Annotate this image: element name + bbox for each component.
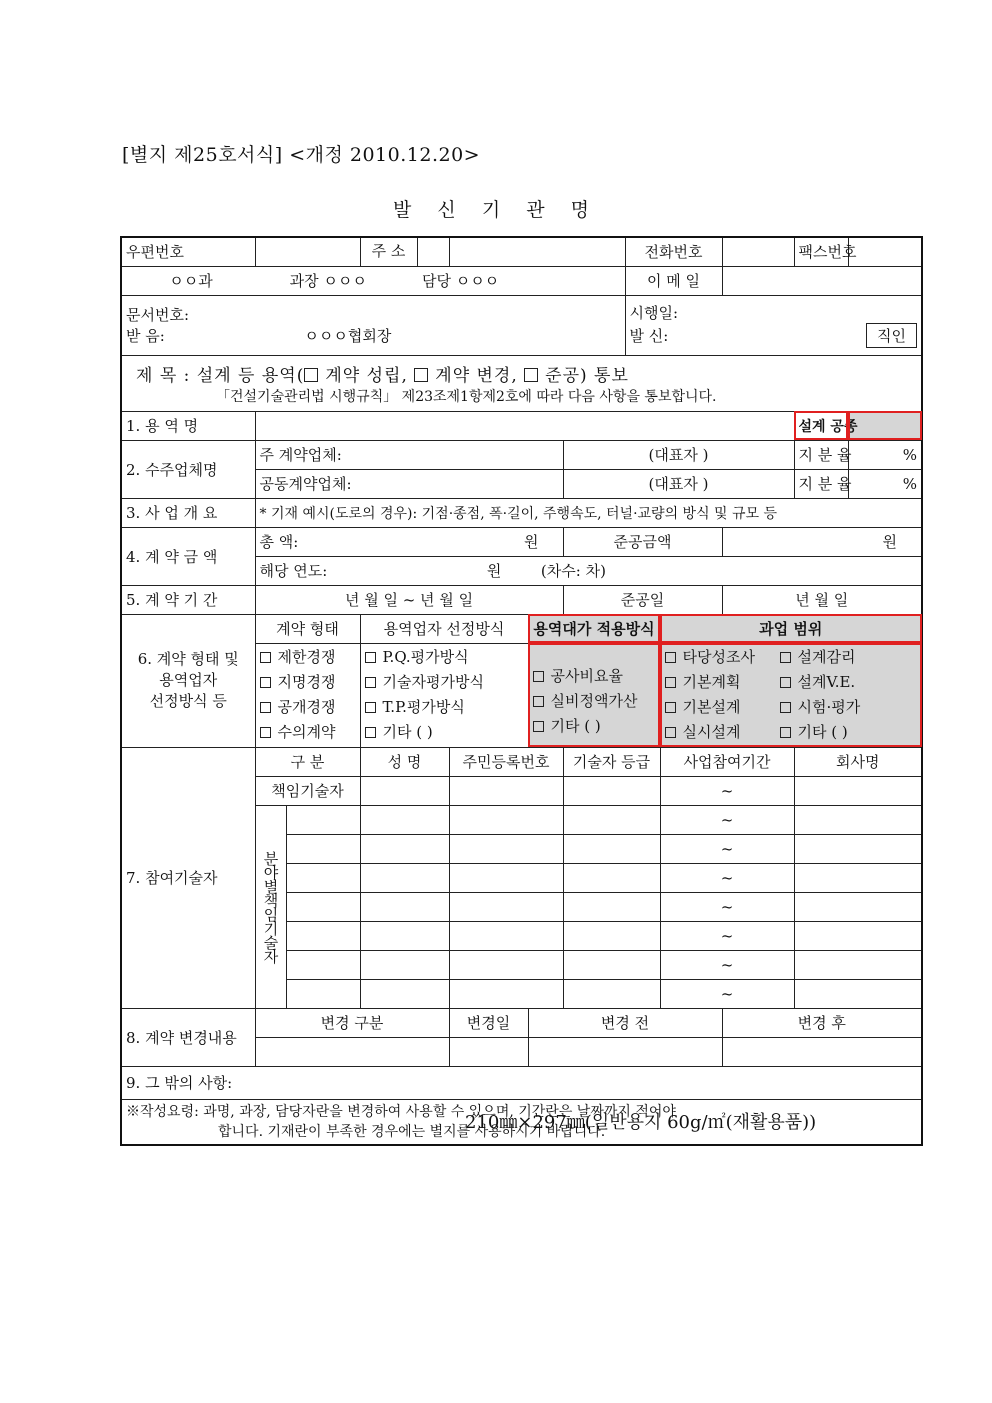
document-row	[121, 295, 922, 355]
select-option-label: 기타 ( )	[382, 723, 433, 741]
table-cell[interactable]	[360, 805, 449, 834]
table-cell[interactable]	[794, 921, 922, 950]
checkbox[interactable]	[780, 677, 791, 688]
year-amount-cell[interactable]	[255, 556, 922, 585]
field-engineer-label: 분야별책임기술자	[261, 850, 280, 963]
contract-period-row	[121, 585, 922, 614]
design-type-label: 설계 공종	[794, 411, 848, 440]
issue-date-label: 시행일:	[629, 304, 679, 322]
selection-method-options	[360, 643, 528, 747]
contract-form-options	[255, 643, 360, 747]
completion-amount-label: 준공금액	[563, 527, 722, 556]
contract-type-label-1: 6. 계약 형태 및	[137, 650, 239, 668]
cost-method-header: 용역대가 적용방식	[528, 614, 660, 643]
table-cell[interactable]	[449, 863, 563, 892]
subject-text: 설계 등 용역(	[196, 365, 305, 386]
checkbox[interactable]	[533, 696, 544, 707]
doc-left-cell	[121, 295, 625, 355]
contract-type-label-2: 용역업자	[159, 671, 218, 689]
checkbox[interactable]	[260, 677, 271, 688]
address-cell	[360, 237, 449, 266]
period-tilde[interactable]: ~	[660, 863, 794, 892]
table-cell[interactable]	[449, 950, 563, 979]
field-engineer-label-cell	[255, 805, 286, 1008]
table-cell[interactable]	[286, 805, 360, 834]
checkbox[interactable]	[533, 721, 544, 732]
table-cell[interactable]	[449, 892, 563, 921]
select-option[interactable]	[365, 695, 524, 720]
period-tilde[interactable]: ~	[660, 950, 794, 979]
eng-col-category: 구 분	[255, 747, 360, 776]
table-cell[interactable]	[449, 776, 563, 805]
year-won: 원	[486, 562, 502, 580]
contract-option-label: 수의계약	[277, 723, 336, 741]
legal-basis: 「건설기술관리법 시행규칙」 제23조제1항제2호에 따라 다음 사항을 통보합니다.	[216, 388, 717, 405]
main-rep-label: (대표자 )	[563, 440, 794, 469]
contract-change-label: 8. 계약 변경내용	[121, 1008, 255, 1066]
total-amount-cell[interactable]	[255, 527, 563, 556]
table-cell[interactable]	[286, 892, 360, 921]
period-tilde[interactable]: ~	[660, 776, 794, 805]
writing-guide-line1: ※작성요령: 과명, 과장, 담당자란을 변경하여 사용할 수 있으며, 기간란은 날짜까지 적어야	[126, 1103, 676, 1120]
postal-code-field[interactable]	[255, 237, 360, 266]
chief-engineer-label: 책임기술자	[255, 776, 360, 805]
table-cell[interactable]	[360, 834, 449, 863]
select-option-label: T.P.평가방식	[382, 698, 465, 716]
contract-option-label: 지명경쟁	[277, 673, 336, 691]
table-cell[interactable]	[563, 805, 660, 834]
checkbox[interactable]	[665, 677, 676, 688]
design-type-field[interactable]	[848, 411, 922, 440]
task-scope-options	[660, 643, 922, 747]
select-option-label: P.Q.평가방식	[382, 648, 469, 666]
table-cell[interactable]	[286, 979, 360, 1008]
contract-option-label: 공개경쟁	[277, 698, 336, 716]
table-cell[interactable]	[360, 892, 449, 921]
change-col-date: 변경일	[449, 1008, 528, 1037]
scope-option-label: 기타 ( )	[797, 723, 848, 741]
period-tilde[interactable]: ~	[660, 921, 794, 950]
joint-share-field[interactable]: %	[848, 469, 922, 498]
checkbox[interactable]	[780, 702, 791, 713]
table-cell[interactable]	[794, 892, 922, 921]
opt-completion: 준공) 통보	[545, 365, 629, 386]
form-number: [별지 제25호서식] <개정 2010.12.20>	[122, 144, 481, 166]
contract-amount-label: 4. 계 약 금 액	[121, 527, 255, 585]
other-matters-label[interactable]: 9. 그 밖의 사항:	[121, 1066, 922, 1099]
checkbox-completion[interactable]	[524, 368, 538, 382]
table-cell[interactable]	[563, 863, 660, 892]
table-cell[interactable]	[794, 979, 922, 1008]
main-share-field[interactable]: %	[848, 440, 922, 469]
main-share-label: 지 분 율	[794, 440, 848, 469]
period-tilde[interactable]: ~	[660, 834, 794, 863]
table-cell[interactable]	[286, 921, 360, 950]
phone-field[interactable]	[722, 237, 794, 266]
project-outline-row	[121, 498, 922, 527]
scope-option-label: 시험·평가	[797, 698, 861, 716]
table-cell[interactable]	[794, 863, 922, 892]
table-cell[interactable]	[563, 834, 660, 863]
phone-label: 전화번호	[625, 237, 722, 266]
checkbox[interactable]	[260, 652, 271, 663]
table-cell[interactable]	[255, 1037, 449, 1066]
year-amount-label: 해당 연도:	[259, 562, 328, 580]
contract-option-label: 제한경쟁	[277, 648, 336, 666]
other-row	[121, 1066, 922, 1099]
contract-period-label: 5. 계 약 기 간	[121, 585, 255, 614]
project-outline-label: 3. 사 업 개 요	[121, 498, 255, 527]
cost-option[interactable]	[533, 689, 656, 714]
address-label: 주 소	[361, 238, 418, 266]
cost-option[interactable]	[533, 714, 656, 739]
scope-option-label: 기본설계	[682, 698, 741, 716]
recipient-name: ㅇㅇㅇ협회장	[304, 327, 392, 345]
table-cell[interactable]	[563, 921, 660, 950]
eng-col-id: 주민등록번호	[449, 747, 563, 776]
eng-col-company: 회사명	[794, 747, 922, 776]
period-tilde[interactable]: ~	[660, 805, 794, 834]
table-cell[interactable]	[528, 1037, 722, 1066]
contract-type-label-3: 선정방식 등	[149, 692, 227, 710]
table-cell[interactable]	[286, 834, 360, 863]
scope-option[interactable]	[780, 670, 861, 695]
scope-option[interactable]	[665, 670, 780, 695]
table-cell[interactable]	[360, 921, 449, 950]
contact-row	[121, 237, 922, 266]
sender-label: 발 신:	[629, 327, 669, 345]
engineers-label: 7. 참여기술자	[121, 747, 255, 1008]
table-cell[interactable]	[563, 950, 660, 979]
table-cell[interactable]	[449, 979, 563, 1008]
checkbox[interactable]	[365, 727, 376, 738]
change-col-after: 변경 후	[722, 1008, 922, 1037]
contract-type-header-row	[121, 614, 922, 643]
subject-cell	[121, 355, 922, 411]
checkbox[interactable]	[665, 727, 676, 738]
postal-label: 우편번호	[121, 237, 255, 266]
table-cell[interactable]	[360, 776, 449, 805]
period-tilde[interactable]: ~	[660, 979, 794, 1008]
change-col-before: 변경 전	[528, 1008, 722, 1037]
cost-option-label: 기타 ( )	[550, 716, 601, 735]
contract-option[interactable]	[260, 695, 356, 720]
contractor-label: 2. 수주업체명	[121, 440, 255, 498]
table-cell[interactable]	[722, 1037, 922, 1066]
round-label: (차수: 차)	[540, 562, 606, 580]
select-option[interactable]	[365, 645, 524, 670]
fax-field[interactable]	[848, 237, 922, 266]
table-cell[interactable]	[794, 834, 922, 863]
task-scope-header: 과업 범위	[660, 614, 922, 643]
eng-col-grade: 기술자 등급	[563, 747, 660, 776]
checkbox[interactable]	[665, 702, 676, 713]
table-cell[interactable]	[794, 950, 922, 979]
change-header-row	[121, 1008, 922, 1037]
staff-row	[121, 266, 922, 295]
select-option[interactable]	[365, 670, 524, 695]
select-option-label: 기술자평가방식	[382, 673, 484, 691]
scope-option[interactable]	[780, 695, 861, 720]
paper-spec: 210㎜×297㎜(일반용지 60g/㎡(재활용품))	[465, 1112, 817, 1133]
completion-amount-field[interactable]: 원	[722, 527, 922, 556]
subject-label: 제 목 :	[136, 365, 191, 386]
table-cell[interactable]	[360, 979, 449, 1008]
writing-guide-line2: 합니다. 기재란이 부족한 경우에는 별지를 사용하시기 바랍니다.	[218, 1123, 606, 1140]
joint-rep-label: (대표자 )	[563, 469, 794, 498]
table-cell[interactable]	[563, 776, 660, 805]
table-cell[interactable]	[360, 950, 449, 979]
recipient-label: 받 음:	[126, 327, 165, 345]
contract-option[interactable]	[260, 670, 356, 695]
scope-option[interactable]	[665, 645, 780, 670]
completion-date-field[interactable]: 년 월 일	[722, 585, 922, 614]
table-cell[interactable]	[449, 921, 563, 950]
checkbox[interactable]	[365, 702, 376, 713]
service-name-row	[121, 411, 922, 440]
table-cell[interactable]	[449, 805, 563, 834]
table-cell[interactable]	[360, 863, 449, 892]
email-field[interactable]	[722, 266, 922, 295]
service-name-field[interactable]	[255, 411, 794, 440]
checkbox[interactable]	[365, 677, 376, 688]
contract-period-field[interactable]: 년 월 일 ~ 년 월 일	[255, 585, 563, 614]
doc-right-cell	[625, 295, 922, 355]
scope-option[interactable]	[780, 645, 861, 670]
cost-option-label: 공사비요율	[550, 666, 623, 685]
main-contractor-label: 주 계약업체:	[255, 440, 563, 469]
email-label: 이 메 일	[625, 266, 722, 295]
checkbox[interactable]	[260, 727, 271, 738]
scope-option[interactable]	[665, 695, 780, 720]
notification-form	[120, 236, 923, 1146]
address-field[interactable]	[449, 237, 625, 266]
chief-name: 과장 ㅇㅇㅇ	[289, 272, 367, 290]
change-col-type: 변경 구분	[255, 1008, 449, 1037]
select-option[interactable]	[365, 720, 524, 745]
scope-option[interactable]	[665, 720, 780, 745]
checkbox[interactable]	[780, 727, 791, 738]
checkbox-contract-changed[interactable]	[414, 368, 428, 382]
dept-name: ㅇㅇ과	[169, 272, 213, 290]
officer-name: 담당 ㅇㅇㅇ	[421, 272, 500, 290]
table-cell[interactable]	[794, 805, 922, 834]
subject-row	[121, 355, 922, 411]
cost-method-options	[528, 643, 660, 747]
scope-option-label: 기본계획	[682, 673, 741, 691]
doc-number-label: 문서번호:	[126, 306, 190, 324]
checkbox[interactable]	[533, 671, 544, 682]
amount-total-row	[121, 527, 922, 556]
table-cell[interactable]	[449, 1037, 528, 1066]
scope-option-label: 설계V.E.	[797, 673, 856, 691]
checkbox[interactable]	[665, 652, 676, 663]
table-cell[interactable]	[286, 863, 360, 892]
eng-col-period: 사업참여기간	[660, 747, 794, 776]
scope-option-label: 설계감리	[797, 648, 856, 666]
table-cell[interactable]	[563, 892, 660, 921]
service-name-label: 1. 용 역 명	[121, 411, 255, 440]
completion-date-label: 준공일	[563, 585, 722, 614]
table-cell[interactable]	[563, 979, 660, 1008]
contract-form-header: 계약 형태	[255, 614, 360, 643]
scope-option-label: 타당성조사	[682, 648, 755, 666]
fax-label: 팩스번호	[794, 237, 848, 266]
contractor-main-row	[121, 440, 922, 469]
total-won: 원	[524, 533, 539, 551]
project-outline-note: * 기재 예시(도로의 경우): 기점·종점, 폭·길이, 주행속도, 터널·교량의 방식 및 규모 등	[255, 498, 922, 527]
contract-type-label	[121, 614, 255, 747]
joint-share-label: 지 분 율	[794, 469, 848, 498]
contract-option[interactable]	[260, 645, 356, 670]
checkbox-contract-formed[interactable]	[304, 368, 318, 382]
checkbox[interactable]	[780, 652, 791, 663]
engineer-header-row	[121, 747, 922, 776]
opt-contract-formed: 계약 성립,	[325, 365, 408, 386]
checkbox[interactable]	[260, 702, 271, 713]
contract-option[interactable]	[260, 720, 356, 745]
opt-contract-changed: 계약 변경,	[435, 365, 518, 386]
period-tilde[interactable]: ~	[660, 892, 794, 921]
scope-option-label: 실시설계	[682, 723, 741, 741]
staff-cell	[121, 266, 625, 295]
scope-option[interactable]	[780, 720, 861, 745]
table-cell[interactable]	[286, 950, 360, 979]
cost-option[interactable]	[533, 664, 656, 689]
cost-option-label: 실비정액가산	[550, 691, 638, 710]
total-amount-label: 총 액:	[259, 533, 299, 551]
table-cell[interactable]	[449, 834, 563, 863]
table-cell[interactable]	[794, 776, 922, 805]
issuing-agency-title: 발 신 기 관 명	[393, 199, 599, 221]
checkbox[interactable]	[365, 652, 376, 663]
joint-contractor-label: 공동계약업체:	[255, 469, 563, 498]
official-seal: 직인	[866, 323, 917, 348]
eng-col-name: 성 명	[360, 747, 449, 776]
selection-method-header: 용역업자 선정방식	[360, 614, 528, 643]
